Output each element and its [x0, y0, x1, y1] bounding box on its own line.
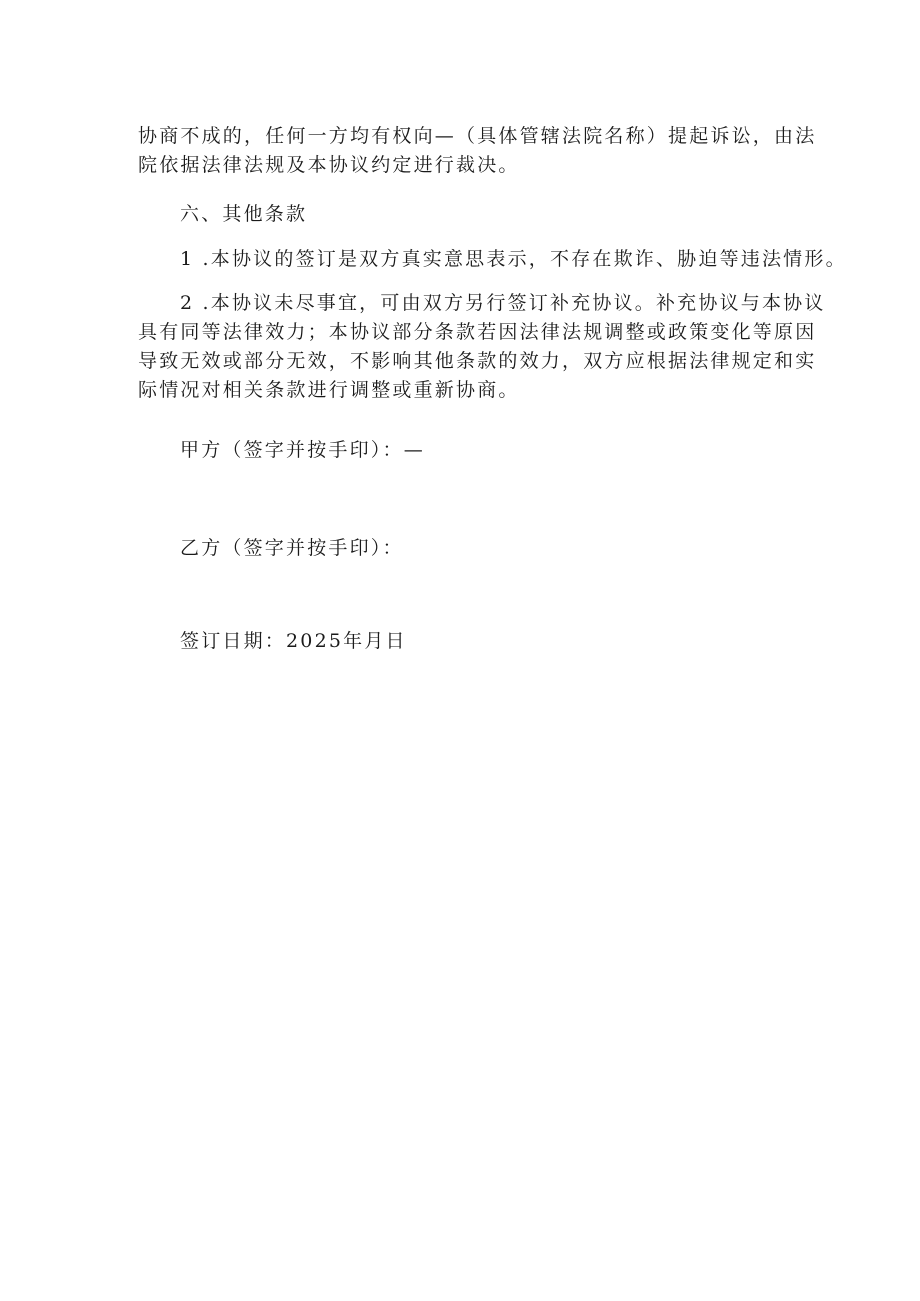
clause-text: 1 .本协议的签订是双方真实意思表示，不存在欺诈、胁迫等违法情形。	[180, 248, 847, 270]
signature-label: 乙方（签字并按手印）：	[180, 537, 404, 559]
paragraph-dispute-resolution	[138, 122, 817, 180]
signing-date-text: 签订日期：2025年月日	[180, 630, 407, 652]
signature-label: 甲方（签字并按手印）：—	[180, 439, 425, 461]
clause-item-1	[180, 245, 847, 274]
signature-party-b	[180, 534, 790, 563]
clause-line: 2 .本协议未尽事宜，可由双方另行签订补充协议。补充协议与本协议	[180, 292, 826, 314]
signature-party-a	[180, 436, 790, 465]
clause-line: 导致无效或部分无效，不影响其他条款的效力，双方应根据法律规定和实	[138, 350, 817, 372]
paragraph-line: 协商不成的，任何一方均有权向—（具体管辖法院名称）提起诉讼，由法	[138, 125, 817, 147]
section-heading-text: 六、其他条款	[180, 203, 308, 225]
clause-item-2	[138, 289, 826, 405]
paragraph-line: 院依据法律法规及本协议约定进行裁决。	[138, 154, 520, 176]
section-heading	[180, 200, 790, 229]
signing-date	[180, 627, 790, 656]
clause-line: 具有同等法律效力；本协议部分条款若因法律法规调整或政策变化等原因	[138, 321, 817, 343]
clause-line: 际情况对相关条款进行调整或重新协商。	[138, 379, 520, 401]
